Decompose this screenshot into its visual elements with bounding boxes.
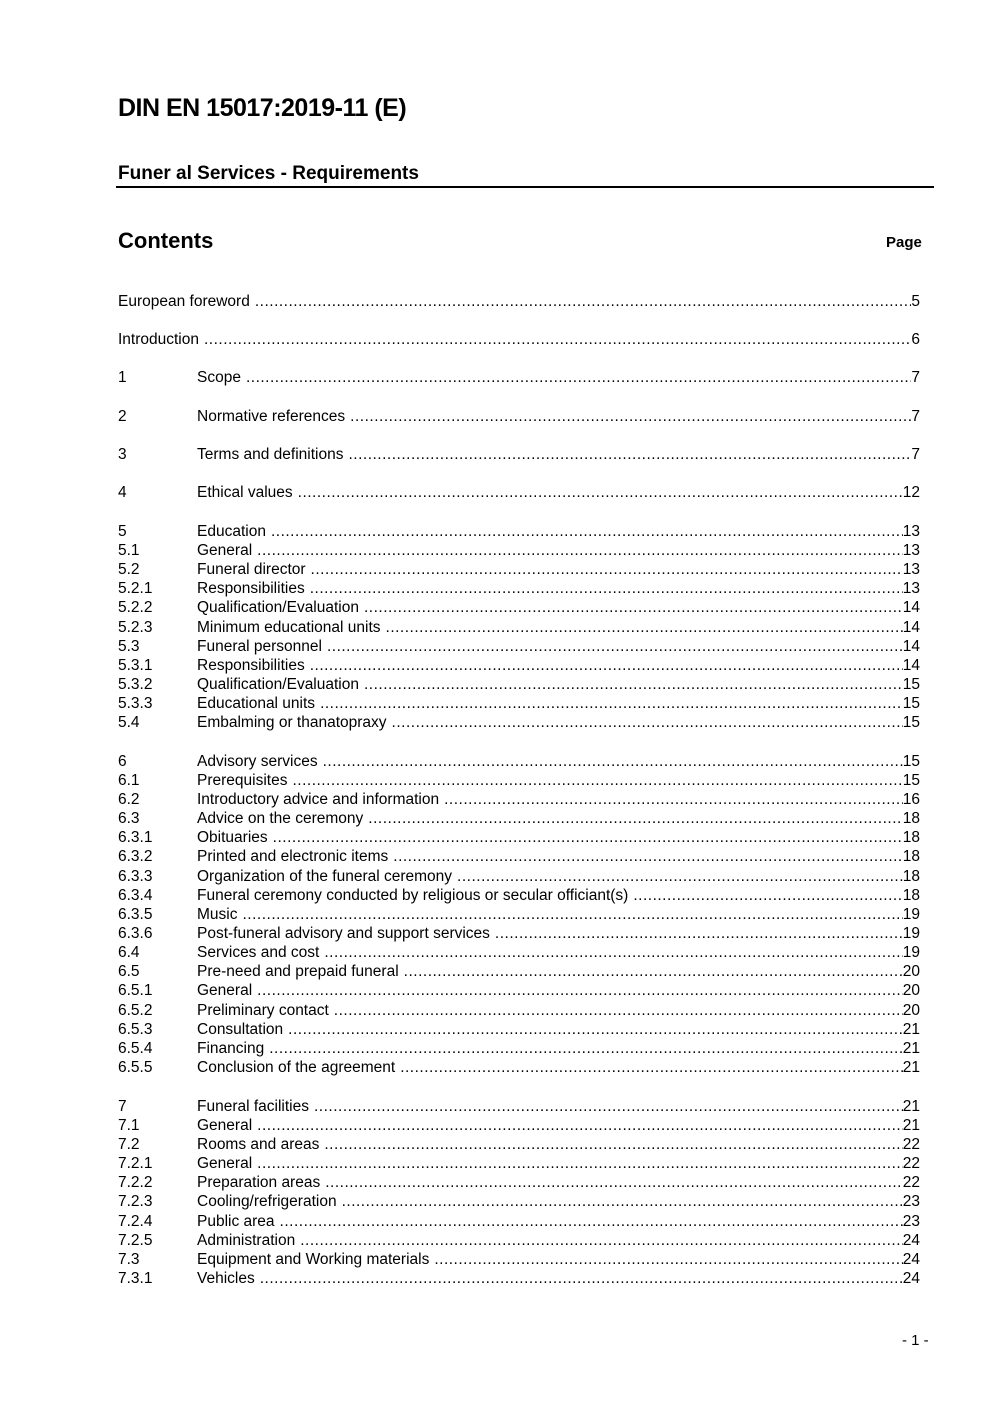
toc-entry-title: Embalming or thanatopraxy <box>197 714 387 731</box>
toc-entry-number: 7.2.3 <box>118 1193 153 1210</box>
toc-entry-title: Public area <box>197 1213 275 1230</box>
toc-entry[interactable] <box>118 483 920 502</box>
toc-entry[interactable] <box>118 656 920 675</box>
toc-dot-leader <box>342 1192 903 1211</box>
toc-entry-title: General <box>197 1155 253 1172</box>
toc-entry-page: 19 <box>902 944 920 961</box>
toc-entry[interactable] <box>118 1058 920 1077</box>
toc-entry-number: 6.3.1 <box>118 829 153 846</box>
toc-entry[interactable] <box>118 1020 920 1039</box>
toc-entry[interactable] <box>118 943 920 962</box>
toc-entry-number: 5.2.1 <box>118 580 153 597</box>
toc-entry-title: Cooling/refrigeration <box>197 1193 337 1210</box>
toc-dot-leader <box>257 1154 903 1173</box>
toc-entry[interactable] <box>118 981 920 1000</box>
toc-entry[interactable] <box>118 1116 920 1135</box>
toc-entry-number: 6.1 <box>118 772 140 789</box>
page-number: - 1 - <box>902 1332 929 1349</box>
toc-dot-leader <box>323 752 903 771</box>
toc-entry-title: Services and cost <box>197 944 320 961</box>
toc-entry-number: 5 <box>118 523 127 540</box>
document-subtitle: Funer al Services - Requirements <box>118 163 419 184</box>
toc-entry-title: Qualification/Evaluation <box>197 676 359 693</box>
toc-entry-page: 21 <box>902 1021 920 1038</box>
toc-dot-leader <box>314 1097 903 1116</box>
toc-entry-number: 6.3.6 <box>118 925 153 942</box>
toc-dot-leader <box>444 790 903 809</box>
toc-entry[interactable] <box>118 1173 920 1192</box>
toc-entry[interactable] <box>118 886 920 905</box>
toc-entry-page: 21 <box>902 1098 920 1115</box>
toc-entry-title: Terms and definitions <box>197 446 344 463</box>
toc-entry-title: Introduction <box>118 331 199 348</box>
toc-dot-leader <box>280 1212 903 1231</box>
toc-dot-leader <box>257 1116 903 1135</box>
toc-dot-leader <box>364 598 903 617</box>
toc-entry-number: 1 <box>118 369 127 386</box>
toc-dot-leader <box>311 560 903 579</box>
toc-entry-number: 5.3.2 <box>118 676 153 693</box>
toc-dot-leader <box>242 905 902 924</box>
toc-dot-leader <box>334 1001 903 1020</box>
toc-entry-title: Funeral ceremony conducted by religious or secular officiant(s) <box>197 887 629 904</box>
toc-entry-page: 16 <box>902 791 920 808</box>
toc-entry[interactable] <box>118 1001 920 1020</box>
toc-entry-number: 7.3 <box>118 1251 140 1268</box>
toc-dot-leader <box>404 962 903 981</box>
toc-entry-page: 14 <box>902 638 920 655</box>
toc-entry-title: Vehicles <box>197 1270 255 1287</box>
toc-entry-number: 5.2.3 <box>118 619 153 636</box>
toc-entry-page: 19 <box>902 925 920 942</box>
toc-entry-title: Responsibilities <box>197 580 305 597</box>
toc-entry[interactable] <box>118 1154 920 1173</box>
toc-entry-title: Responsibilities <box>197 657 305 674</box>
toc-entry-number: 7.2.4 <box>118 1213 153 1230</box>
toc-entry-number: 5.2 <box>118 561 140 578</box>
toc-entry-number: 7.2.5 <box>118 1232 153 1249</box>
toc-entry-number: 6.3.5 <box>118 906 153 923</box>
toc-entry-number: 5.3.3 <box>118 695 153 712</box>
toc-dot-leader <box>324 1135 902 1154</box>
toc-entry-page: 14 <box>902 599 920 616</box>
toc-entry-page: 20 <box>902 1002 920 1019</box>
toc-entry[interactable] <box>118 790 920 809</box>
toc-dot-leader <box>300 1231 903 1250</box>
toc-entry-page: 24 <box>902 1251 920 1268</box>
toc-dot-leader <box>273 828 903 847</box>
toc-entry-page: 21 <box>902 1117 920 1134</box>
toc-dot-leader <box>348 445 911 464</box>
toc-dot-leader <box>495 924 903 943</box>
toc-entry-title: Ethical values <box>197 484 293 501</box>
toc-dot-leader <box>292 771 902 790</box>
toc-entry-title: Consultation <box>197 1021 284 1038</box>
toc-entry-number: 3 <box>118 446 127 463</box>
toc-entry-title: Minimum educational units <box>197 619 381 636</box>
toc-entry-page: 7 <box>911 408 920 425</box>
toc-entry-title: Music <box>197 906 238 923</box>
toc-entry-title: Financing <box>197 1040 265 1057</box>
toc-entry-page: 14 <box>902 657 920 674</box>
toc-entry[interactable] <box>118 771 920 790</box>
toc-dot-leader <box>310 656 903 675</box>
toc-entry-page: 18 <box>902 868 920 885</box>
toc-entry-title: European foreword <box>118 293 250 310</box>
toc-entry[interactable] <box>118 847 920 866</box>
toc-entry[interactable] <box>118 598 920 617</box>
toc-entry-number: 7.2.2 <box>118 1174 153 1191</box>
toc-dot-leader <box>434 1250 902 1269</box>
toc-entry[interactable] <box>118 560 920 579</box>
toc-entry[interactable] <box>118 1039 920 1058</box>
toc-entry-page: 15 <box>902 753 920 770</box>
toc-entry-page: 22 <box>902 1174 920 1191</box>
toc-entry-number: 6.4 <box>118 944 140 961</box>
toc-entry-number: 6.5.2 <box>118 1002 153 1019</box>
toc-dot-leader <box>350 407 911 426</box>
toc-entry-title: Equipment and Working materials <box>197 1251 430 1268</box>
toc-entry-page: 18 <box>902 810 920 827</box>
toc-dot-leader <box>368 809 902 828</box>
toc-entry-title: Funeral personnel <box>197 638 322 655</box>
toc-entry-page: 13 <box>902 561 920 578</box>
toc-entry-number: 6.5.1 <box>118 982 153 999</box>
toc-entry-page: 15 <box>902 676 920 693</box>
toc-dot-leader <box>257 541 903 560</box>
toc-entry[interactable] <box>118 445 920 464</box>
toc-entry[interactable] <box>118 809 920 828</box>
toc-entry-page: 12 <box>902 484 920 501</box>
toc-entry-number: 6.3 <box>118 810 140 827</box>
toc-entry-number: 2 <box>118 408 127 425</box>
toc-entry-page: 7 <box>911 369 920 386</box>
toc-entry-number: 5.1 <box>118 542 140 559</box>
toc-entry-page: 22 <box>902 1155 920 1172</box>
toc-entry-number: 6.3.3 <box>118 868 153 885</box>
toc-entry-page: 15 <box>902 695 920 712</box>
toc-entry-title: Education <box>197 523 266 540</box>
toc-entry-page: 20 <box>902 963 920 980</box>
toc-entry-title: Printed and electronic items <box>197 848 389 865</box>
toc-entry-title: Preparation areas <box>197 1174 321 1191</box>
toc-dot-leader <box>457 867 903 886</box>
toc-dot-leader <box>257 981 903 1000</box>
toc-dot-leader <box>324 943 902 962</box>
toc-entry-number: 6.5.5 <box>118 1059 153 1076</box>
toc-entry[interactable] <box>118 713 920 732</box>
toc-entry[interactable] <box>118 675 920 694</box>
toc-entry-title: Introductory advice and information <box>197 791 440 808</box>
toc-dot-leader <box>298 483 903 502</box>
toc-entry-page: 24 <box>902 1232 920 1249</box>
document-title: DIN EN 15017:2019-11 (E) <box>118 94 407 122</box>
toc-entry-page: 13 <box>902 580 920 597</box>
toc-entry-number: 7.1 <box>118 1117 140 1134</box>
toc-entry-title: Funeral director <box>197 561 306 578</box>
toc-entry-number: 5.4 <box>118 714 140 731</box>
toc-entry-number: 7.2.1 <box>118 1155 153 1172</box>
toc-entry-page: 23 <box>902 1213 920 1230</box>
toc-entry[interactable] <box>118 541 920 560</box>
toc-dot-leader <box>260 1269 903 1288</box>
toc-dot-leader <box>327 637 903 656</box>
toc-entry-number: 6 <box>118 753 127 770</box>
toc-entry-title: Advice on the ceremony <box>197 810 364 827</box>
toc-entry[interactable] <box>118 1269 920 1288</box>
toc-entry[interactable] <box>118 1212 920 1231</box>
toc-entry-number: 6.2 <box>118 791 140 808</box>
toc-dot-leader <box>325 1173 903 1192</box>
toc-entry-page: 24 <box>902 1270 920 1287</box>
toc-entry[interactable] <box>118 1231 920 1250</box>
toc-entry[interactable] <box>118 905 920 924</box>
toc-dot-leader <box>364 675 903 694</box>
toc-entry-page: 5 <box>911 293 920 310</box>
toc-entry[interactable] <box>118 407 920 426</box>
toc-entry-title: Organization of the funeral ceremony <box>197 868 453 885</box>
toc-entry-title: Pre-need and prepaid funeral <box>197 963 399 980</box>
toc-entry-page: 14 <box>902 619 920 636</box>
toc-entry-number: 6.5.4 <box>118 1040 153 1057</box>
toc-entry[interactable] <box>118 1192 920 1211</box>
toc-entry[interactable] <box>118 924 920 943</box>
toc-entry-page: 20 <box>902 982 920 999</box>
toc-entry-page: 18 <box>902 848 920 865</box>
toc-entry[interactable] <box>118 1097 920 1116</box>
toc-dot-leader <box>271 522 903 541</box>
toc-dot-leader <box>320 694 903 713</box>
toc-entry-title: Administration <box>197 1232 296 1249</box>
toc-entry-title: Educational units <box>197 695 316 712</box>
toc-dot-leader <box>400 1058 903 1077</box>
toc-dot-leader <box>288 1020 903 1039</box>
toc-entry-page: 6 <box>911 331 920 348</box>
toc-entry-number: 6.3.4 <box>118 887 153 904</box>
toc-entry[interactable] <box>118 752 920 771</box>
toc-entry[interactable] <box>118 828 920 847</box>
toc-entry-title: General <box>197 982 253 999</box>
toc-entry[interactable] <box>118 962 920 981</box>
toc-entry-title: Conclusion of the agreement <box>197 1059 396 1076</box>
toc-entry[interactable] <box>118 522 920 541</box>
toc-dot-leader <box>310 579 903 598</box>
toc-entry-page: 18 <box>902 829 920 846</box>
toc-dot-leader <box>255 292 912 311</box>
toc-dot-leader <box>269 1039 903 1058</box>
toc-entry-page: 15 <box>902 714 920 731</box>
toc-entry[interactable] <box>118 368 920 387</box>
toc-entry-number: 5.3.1 <box>118 657 153 674</box>
toc-entry-title: General <box>197 1117 253 1134</box>
toc-entry-title: Prerequisites <box>197 772 288 789</box>
toc-entry-page: 21 <box>902 1059 920 1076</box>
toc-entry-title: Scope <box>197 369 241 386</box>
toc-entry-page: 18 <box>902 887 920 904</box>
toc-entry-title: Post-funeral advisory and support services <box>197 925 490 942</box>
page-column-label: Page <box>886 234 922 251</box>
toc-entry[interactable] <box>118 579 920 598</box>
toc-entry[interactable] <box>118 1250 920 1269</box>
toc-entry-number: 7 <box>118 1098 127 1115</box>
toc-entry-page: 13 <box>902 542 920 559</box>
toc-entry-number: 6.5 <box>118 963 140 980</box>
toc-entry[interactable] <box>118 618 920 637</box>
toc-entry-page: 23 <box>902 1193 920 1210</box>
toc-entry[interactable] <box>118 292 920 311</box>
toc-entry-title: Rooms and areas <box>197 1136 320 1153</box>
toc-entry-page: 7 <box>911 446 920 463</box>
toc-dot-leader <box>386 618 903 637</box>
toc-entry-page: 21 <box>902 1040 920 1057</box>
toc-entry-title: General <box>197 542 253 559</box>
toc-entry-number: 7.3.1 <box>118 1270 153 1287</box>
toc-entry-number: 5.2.2 <box>118 599 153 616</box>
toc-entry-title: Obituaries <box>197 829 268 846</box>
toc-entry[interactable] <box>118 867 920 886</box>
toc-dot-leader <box>393 847 902 866</box>
toc-entry-title: Qualification/Evaluation <box>197 599 359 616</box>
toc-entry-number: 7.2 <box>118 1136 140 1153</box>
toc-entry-page: 15 <box>902 772 920 789</box>
toc-entry-title: Funeral facilities <box>197 1098 309 1115</box>
toc-entry-page: 13 <box>902 523 920 540</box>
toc-entry-title: Advisory services <box>197 753 318 770</box>
toc-entry-number: 6.3.2 <box>118 848 153 865</box>
toc-entry-title: Normative references <box>197 408 346 425</box>
toc-entry-title: Preliminary contact <box>197 1002 329 1019</box>
contents-heading: Contents <box>118 228 214 253</box>
toc-entry[interactable] <box>118 694 920 713</box>
toc-dot-leader <box>246 368 911 387</box>
toc-entry-number: 5.3 <box>118 638 140 655</box>
toc-dot-leader <box>204 330 911 349</box>
toc-entry[interactable] <box>118 637 920 656</box>
toc-dot-leader <box>633 886 902 905</box>
toc-entry-page: 22 <box>902 1136 920 1153</box>
toc-entry[interactable] <box>118 330 920 349</box>
toc-entry-number: 6.5.3 <box>118 1021 153 1038</box>
toc-entry-number: 4 <box>118 484 127 501</box>
toc-dot-leader <box>392 713 903 732</box>
toc-entry-page: 19 <box>902 906 920 923</box>
toc-entry[interactable] <box>118 1135 920 1154</box>
